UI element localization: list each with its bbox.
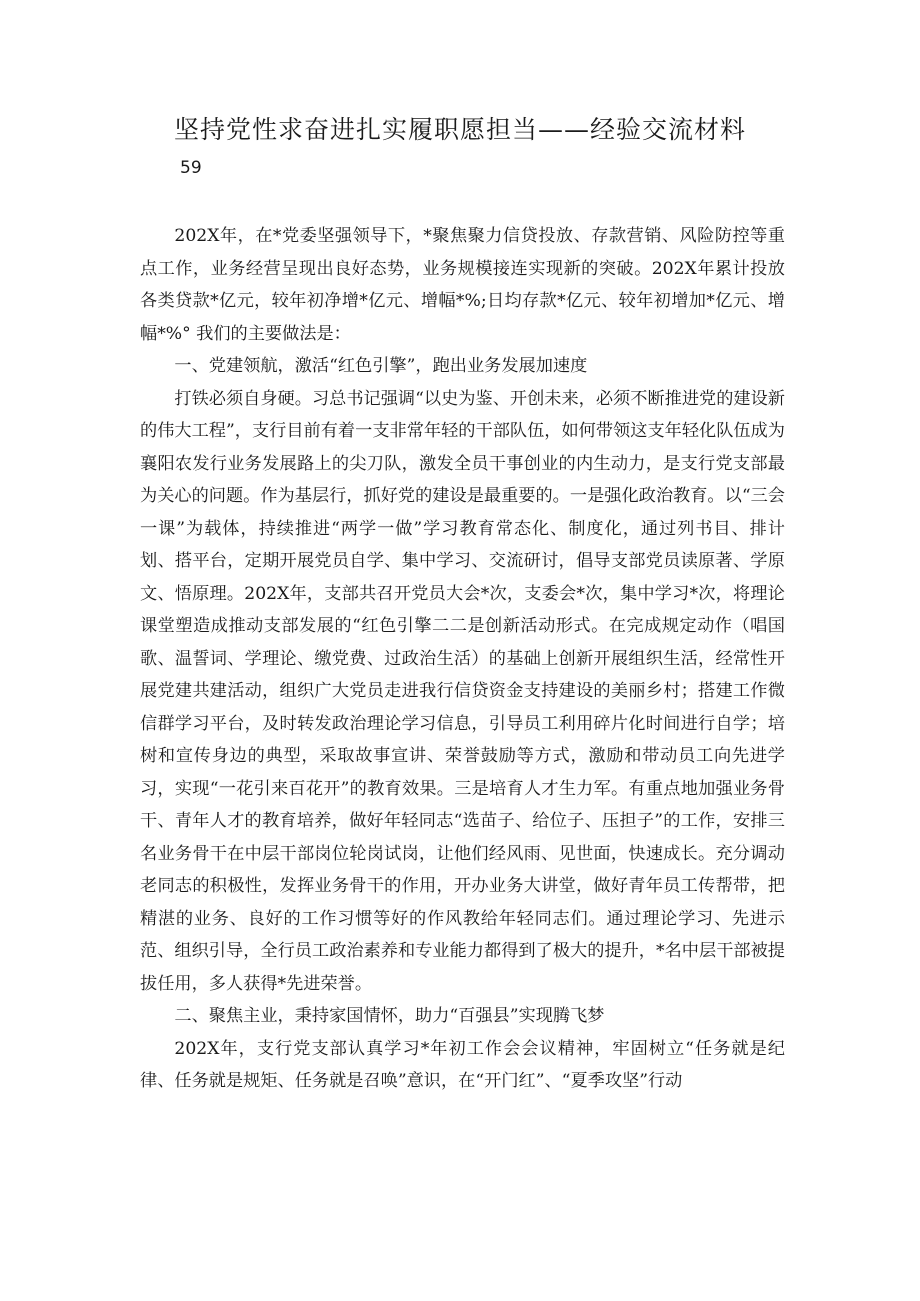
paragraph-section-2: 202X年，支行党支部认真学习*年初工作会会议精神，牢固树立“任务就是纪律、任务就是规矩、任务就是召唤”意识，在“开门红”、“夏季攻坚”行动 [140,1038,785,1091]
document-title: 坚持党性求奋进扎实履职愿担当——经验交流材料 [173,115,746,144]
paragraph-section-1: 打铁必须自身硬。习总书记强调“以史为鉴、开创未来，必须不断推进党的建设新的伟大工程”，支行目前有着一支非常年轻的干部队伍，如何带领这支年轻化队伍成为襄阳农发行业务发展路上的尖刀队，激发全员干事创业的内生动力，是支行党支部最为关心的问题。作为基层行，抓好党的建设是最重要的。一是强化政治教育。以“三会一课”为载体，持续推进“两学一做”学习教育常态化、制度化，通过列书目、排计划、搭平台，定期开展党员自学、集中学习、交流研讨，倡导支部党员读原著、学原文、悟原理。202X年，支部共召开党员大会*次，支委会*次，集中学习*次，将理论课堂塑造成推动支部发展的“红色引擎二二是创新活动形式。在完成规定动作（唱国歌、温誓词、学理论、缴党费、过政治生活）的基础上创新开展组织生活，经常性开展党建共建活动，组织广大党员走进我行信贷资金支持建设的美丽乡村；搭建工作微信群学习平台，及时转发政治理论学习信息，引导员工利用碎片化时间进行自学；培树和宣传身边的典型，采取故事宣讲、荣誉鼓励等方式，激励和带动员工向先进学习，实现“一花引来百花开”的教育效果。三是培育人才生力军。有重点地加强业务骨干、青年人才的教育培养，做好年轻同志“选苗子、给位子、压担子”的工作，安排三名业务骨干在中层干部岗位轮岗试岗，让他们经风雨、见世面，快速成长。充分调动老同志的积极性，发挥业务骨干的作用，开办业务大讲堂，做好青年员工传帮带，把精湛的业务、良好的工作习惯等好的作风教给年轻同志们。通过理论学习、先进示范、组织引导，全行员工政治素养和专业能力都得到了极大的提升，*名中层干部被提拔任用，多人获得*先进荣誉。 [140,388,785,994]
document-body [140,220,785,1098]
section-heading-2: 二、聚焦主业，秉持家国情怀，助力“百强县”实现腾飞梦 [174,1006,605,1026]
paragraph-intro: 202X年，在*党委坚强领导下，*聚焦聚力信贷投放、存款营销、风险防控等重点工作，业务经营呈现出良好态势，业务规模接连实现新的突破。202X年累计投放各类贷款*亿元，较年初净增*亿元、增幅*%;日均存款*亿元、较年初增加*亿元、增幅*%° 我们的主要做法是： [140,226,785,344]
document-number: 59 [180,158,202,178]
section-heading-1: 一、党建领航，激活“红色引擎”，跑出业务发展加速度 [174,356,588,376]
